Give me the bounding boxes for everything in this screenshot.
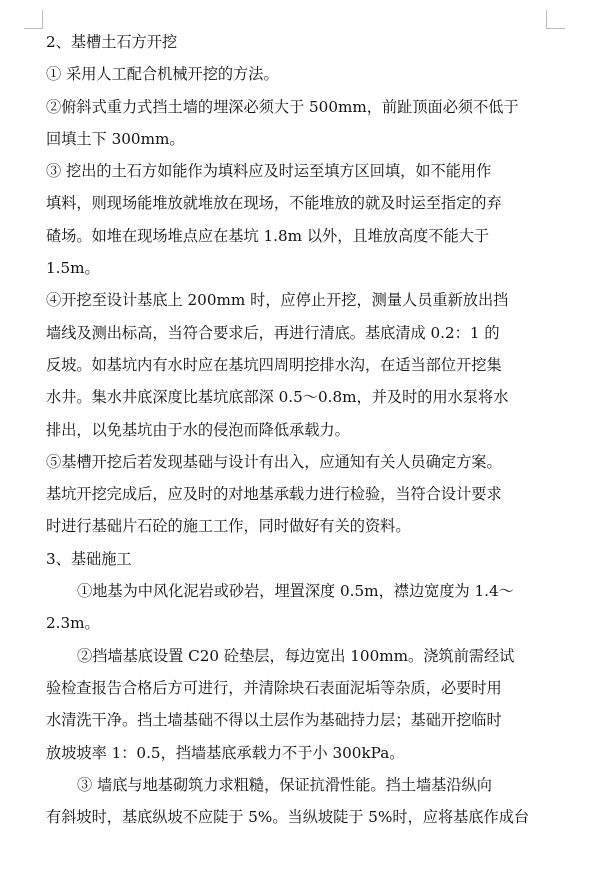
text-line: 回填土下 300mm。	[46, 129, 185, 148]
text-line: 水井。集水井底深度比基坑底部深 0.5～0.8m，并及时的用水泵将水	[46, 388, 509, 407]
text-line: 基坑开挖完成后，应及时的对地基承载力进行检验，当符合设计要求	[46, 485, 502, 504]
text-line: 2、基槽土石方开挖	[46, 33, 178, 51]
text-line: 时进行基础片石砼的施工工作，同时做好有关的资料。	[46, 517, 411, 536]
text-line: 排出，以免基坑由于水的侵泡而降低承载力。	[46, 420, 350, 439]
text-line: 反坡。如基坑内有水时应在基坑四周明挖排水沟，在适当部位开挖集	[46, 355, 502, 374]
text-line: 填料，则现场能堆放就堆放在现场，不能堆放的就及时运至指定的弃	[46, 194, 502, 213]
text-line: 碴场。如堆在现场堆点应在基坑 1.8m 以外，且堆放高度不能大于	[46, 226, 490, 245]
text-line: 2.3m。	[46, 614, 100, 633]
text-line: ②挡墙基底设置 C20 砼垫层，每边宽出 100mm。浇筑前需经试	[77, 646, 515, 665]
text-line: ⑤基槽开挖后若发现基础与设计有出入，应通知有关人员确定方案。	[46, 452, 502, 471]
crop-mark-top-left	[24, 10, 43, 29]
text-line: 放坡坡率 1：0.5，挡墙基底承载力不于小 300kPa。	[46, 743, 405, 762]
text-line: 水清洗干净。挡土墙基础不得以土层作为基础持力层；基础开挖临时	[46, 711, 502, 730]
text-line: 3、基础施工	[46, 549, 132, 568]
text-line: 有斜坡时，基底纵坡不应陡于 5%。当纵坡陡于 5%时，应将基底作成台	[46, 808, 530, 827]
text-line: ①地基为中风化泥岩或砂岩，埋置深度 0.5m，襟边宽度为 1.4～	[77, 582, 514, 601]
text-line: ②俯斜式重力式挡土墙的埋深必须大于 500mm，前趾顶面必须不低于	[46, 97, 519, 116]
text-line: 墙线及测出标高，当符合要求后，再进行清底。基底清成 0.2：1 的	[46, 323, 500, 342]
text-line: 验检查报告合格后方可进行，并清除块石表面泥垢等杂质，必要时用	[46, 678, 502, 697]
text-line: ① 采用人工配合机械开挖的方法。	[46, 65, 279, 84]
text-line: ③ 墙底与地基砌筑力求粗糙，保证抗滑性能。挡土墙基沿纵向	[77, 775, 492, 794]
text-line: 1.5m。	[46, 259, 100, 278]
text-line: ④开挖至设计基底上 200mm 时，应停止开挖，测量人员重新放出挡	[46, 291, 509, 310]
document-body	[46, 26, 556, 833]
text-line: ③ 挖出的土石方如能作为填料应及时运至填方区回填，如不能用作	[46, 162, 492, 181]
